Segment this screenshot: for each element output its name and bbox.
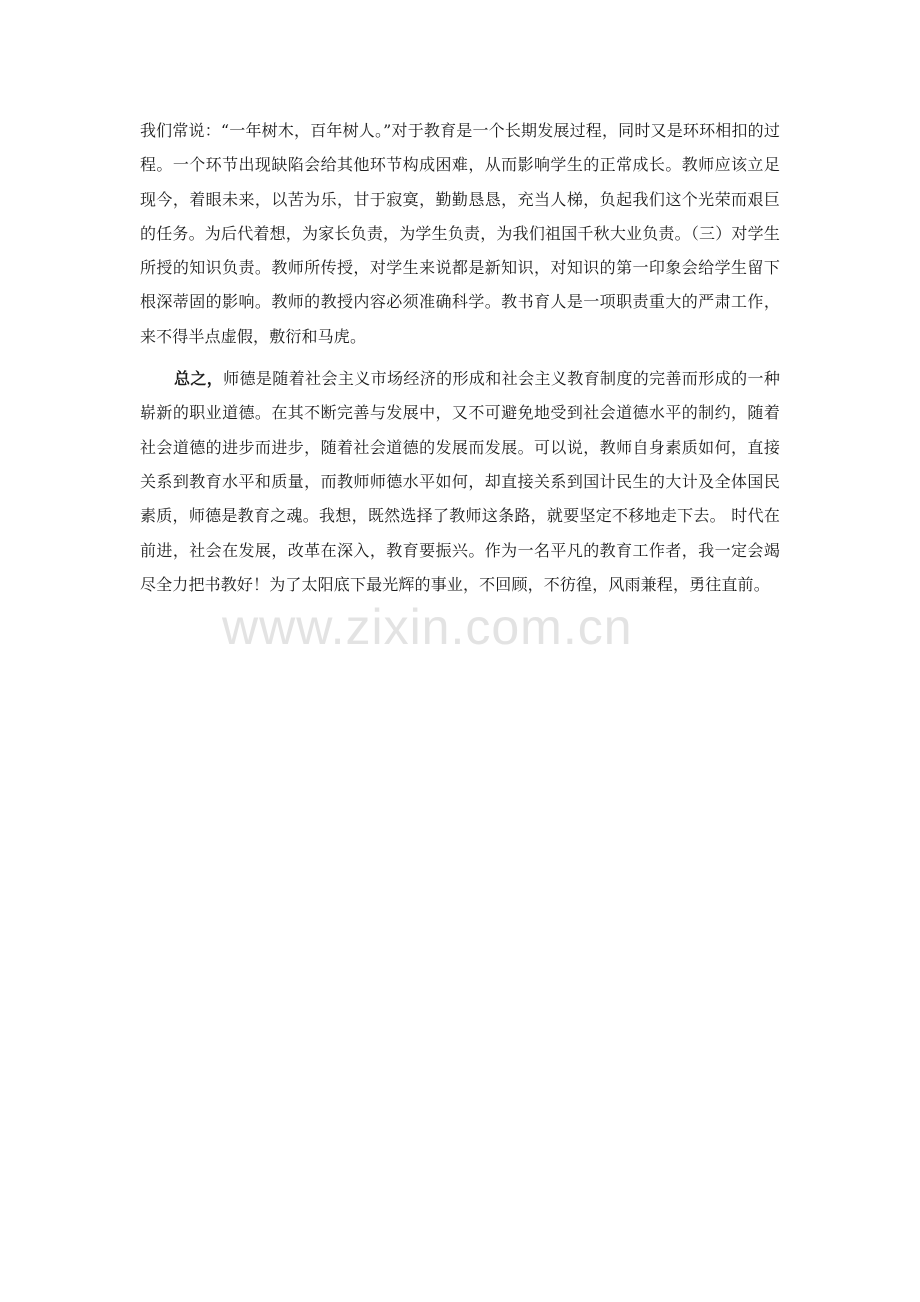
document-body bbox=[140, 114, 780, 602]
paragraph-2-text: 师德是随着社会主义市场经济的形成和社会主义教育制度的完善而形成的一种崭新的职业道德。在其不断完善与发展中，又不可避免地受到社会道德水平的制约，随着社会道德的进步而进步，随着社会道德的发展而发展。可以说，教师自身素质如何，直接关系到教育水平和质量，而教师师德水平如何，却直接关系到国计民生的大计及全体国民素质，师德是教育之魂。我想，既然选择了教师这条路，就要坚定不移地走下去。 时代在前进，社会在发展，改革在深入，教育要振兴。作为一名平凡的教育工作者，我一定会竭尽全力把书教好！为了太阳底下最光辉的事业，不回顾，不彷徨，风雨兼程，勇往直前。 bbox=[140, 369, 780, 594]
paragraph-1 bbox=[140, 114, 780, 354]
watermark: www.zixin.com.cn bbox=[222, 599, 633, 655]
paragraph-2-lead: 总之， bbox=[174, 369, 224, 389]
paragraph-1-text: 我们常说：“一年树木，百年树人。”对于教育是一个长期发展过程，同时又是环环相扣的过程。一个环节出现缺陷会给其他环节构成困难，从而影响学生的正常成长。教师应该立足现今，着眼未来，以苦为乐，甘于寂寞，勤勤恳恳，充当人梯，负起我们这个光荣而艰巨的任务。为后代着想，为家长负责，为学生负责，为我们祖国千秋大业负责。（三）对学生所授的知识负责。教师所传授，对学生来说都是新知识，对知识的第一印象会给学生留下根深蒂固的影响。教师的教授内容必须准确科学。教书育人是一项职责重大的严肃工作，来不得半点虚假，敷衍和马虎。 bbox=[140, 121, 780, 346]
paragraph-2 bbox=[140, 362, 780, 602]
